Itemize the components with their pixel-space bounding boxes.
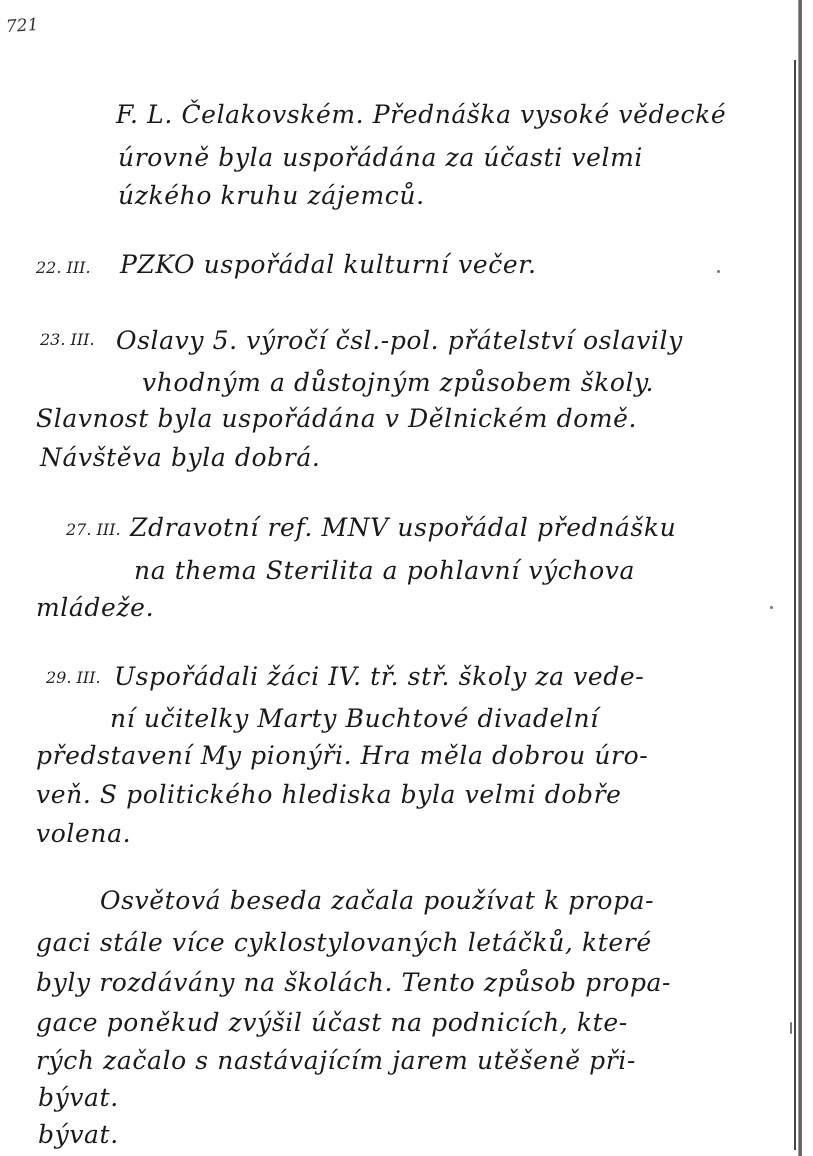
paragraph-4-line-2: na thema Sterilita a pohlavní výchova bbox=[134, 556, 635, 585]
paragraph-6-line-7: bývat. bbox=[38, 1120, 119, 1149]
paragraph-6-line-4: gace poněkud zvýšil účast na podnicích, kte- bbox=[36, 1008, 628, 1037]
paragraph-6-line-5: rých začalo s nastávajícím jarem utěšeně při- bbox=[36, 1046, 636, 1075]
entry-date-22-iii: 22. III. bbox=[36, 258, 91, 277]
paragraph-2-line-1: PZKO uspořádal kulturní večer. bbox=[120, 250, 537, 279]
page-binding-shadow bbox=[794, 60, 796, 1150]
page-number: 721 bbox=[5, 14, 40, 38]
paragraph-4-line-3: mládeže. bbox=[36, 593, 155, 622]
scan-speck bbox=[770, 606, 773, 609]
paragraph-4-line-1: Zdravotní ref. MNV uspořádal přednášku bbox=[130, 513, 677, 542]
paragraph-5-line-1: Uspořádali žáci IV. tř. stř. školy za vede- bbox=[114, 662, 645, 691]
paragraph-3-line-3: Slavnost byla uspořádána v Dělnickém domě. bbox=[36, 404, 638, 433]
paragraph-6-line-2: gaci stále více cyklostylovaných letáčků, které bbox=[36, 928, 652, 957]
paragraph-5-line-4: veň. S politického hlediska byla velmi dobře bbox=[36, 780, 622, 809]
page-binding-edge bbox=[798, 0, 802, 1156]
paragraph-5-line-5: volena. bbox=[36, 819, 132, 848]
paragraph-1-line-1: F. L. Čelakovském. Přednáška vysoké vědecké bbox=[116, 100, 727, 129]
entry-date-29-iii: 29. III. bbox=[46, 668, 101, 687]
paragraph-1-line-3: úzkého kruhu zájemců. bbox=[118, 181, 425, 210]
paragraph-5-line-3: představení My pionýři. Hra měla dobrou úro- bbox=[36, 741, 649, 770]
paragraph-6-line-6: bývat. bbox=[38, 1083, 119, 1112]
paragraph-6-line-1: Osvětová beseda začala používat k propa- bbox=[100, 886, 655, 915]
paragraph-3-line-2: vhodným a důstojným způsobem školy. bbox=[142, 368, 655, 397]
scan-speck bbox=[717, 270, 720, 273]
paragraph-6-line-3: byly rozdávány na školách. Tento způsob propa- bbox=[36, 968, 672, 997]
paragraph-3-line-4: Návštěva byla dobrá. bbox=[40, 443, 321, 472]
entry-date-23-iii: 23. III. bbox=[40, 330, 95, 349]
entry-date-27-iii: 27. III. bbox=[66, 520, 121, 539]
scan-speck bbox=[790, 1022, 792, 1034]
paragraph-3-line-1: Oslavy 5. výročí čsl.-pol. přátelství oslavily bbox=[116, 326, 683, 355]
paragraph-5-line-2: ní učitelky Marty Buchtové divadelní bbox=[110, 704, 599, 733]
paragraph-1-line-2: úrovně byla uspořádána za účasti velmi bbox=[118, 143, 644, 172]
